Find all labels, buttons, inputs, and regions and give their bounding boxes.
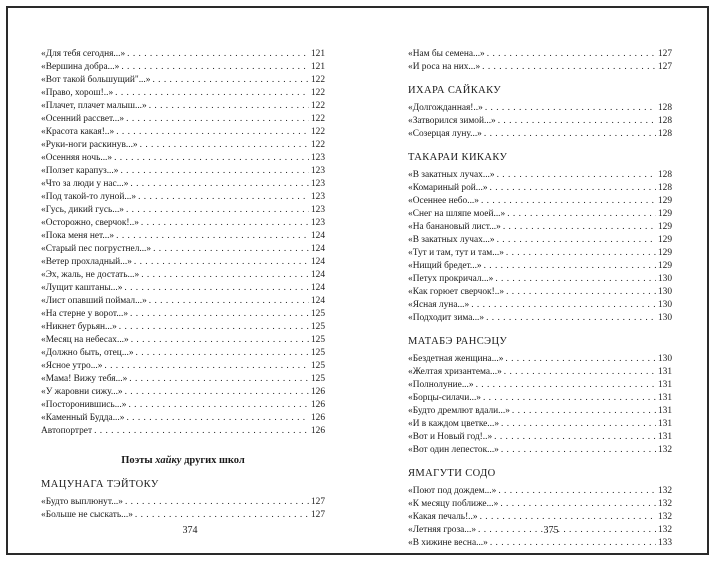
toc-entry <box>408 260 672 273</box>
entry-page: 125 <box>310 348 325 358</box>
entry-title: «Лист опавший поймал...» <box>41 296 147 306</box>
toc-entry <box>41 217 325 230</box>
dot-leader <box>503 221 656 234</box>
dot-leader <box>121 61 309 74</box>
toc-entry <box>41 282 325 295</box>
yamaguti-entries <box>408 485 672 550</box>
entry-title: «На банановый лист...» <box>408 222 501 232</box>
toc-entry <box>408 392 672 405</box>
dot-leader <box>483 392 656 405</box>
entry-title: «Вот такой большущий"...» <box>41 75 151 85</box>
entry-title: «Старый пес погрустнел...» <box>41 244 152 254</box>
toc-entry <box>408 485 672 498</box>
toc-entry <box>408 299 672 312</box>
entry-page: 129 <box>657 235 672 245</box>
entry-page: 130 <box>657 274 672 284</box>
dot-leader <box>116 126 309 139</box>
toc-entry <box>41 243 325 256</box>
entry-page: 127 <box>310 497 325 507</box>
matabe-entries <box>408 353 672 457</box>
entry-title: «К месяцу поближе...» <box>408 499 499 509</box>
dot-leader <box>140 139 309 152</box>
entry-title: «В хижине весна...» <box>408 538 488 548</box>
toc-entry <box>41 295 325 308</box>
entry-title: «Вершина добра...» <box>41 62 120 72</box>
entry-page: 127 <box>657 62 672 72</box>
entry-title: «Гусь, дикий гусь...» <box>41 205 124 215</box>
entry-title: «Петух прокричал...» <box>408 274 494 284</box>
entry-page: 129 <box>657 209 672 219</box>
dot-leader <box>501 444 656 457</box>
toc-entry <box>41 100 325 113</box>
dot-leader <box>149 295 309 308</box>
entry-page: 123 <box>310 192 325 202</box>
entry-title: «Борцы-силачи...» <box>408 393 481 403</box>
dot-leader <box>506 247 656 260</box>
toc-entry <box>41 204 325 217</box>
dot-leader <box>484 260 656 273</box>
toc-entry <box>408 221 672 234</box>
entry-title: «Лущит каштаны...» <box>41 283 123 293</box>
toc-entry <box>408 128 672 141</box>
toc-entry <box>41 191 325 204</box>
entry-page: 128 <box>657 129 672 139</box>
toc-entry <box>41 360 325 373</box>
entry-title: «Полнолуние...» <box>408 380 474 390</box>
dot-leader <box>486 312 656 325</box>
entry-title: «Ясное утро...» <box>41 361 103 371</box>
entry-page: 126 <box>310 413 325 423</box>
entry-page: 124 <box>310 270 325 280</box>
entry-page: 124 <box>310 231 325 241</box>
entry-title: «Снег на шляпе моей...» <box>408 209 506 219</box>
section-heading <box>41 454 325 468</box>
dot-leader <box>497 169 656 182</box>
entry-page: 126 <box>310 387 325 397</box>
poet-heading: ЯМАГУТИ СОДО <box>408 468 496 479</box>
entry-title: «Комариный рой...» <box>408 183 488 193</box>
dot-leader <box>126 113 309 126</box>
dot-leader <box>141 269 309 282</box>
entry-page: 129 <box>657 196 672 206</box>
toc-entry <box>41 425 325 438</box>
entry-title: «Больше не сыскать...» <box>41 510 133 520</box>
toc-entry <box>408 286 672 299</box>
left-entries <box>41 48 325 438</box>
toc-entry <box>41 334 325 347</box>
entry-page: 127 <box>657 49 672 59</box>
entry-page: 125 <box>310 361 325 371</box>
entry-title: «Каменный Будда...» <box>41 413 125 423</box>
entry-title: «Летняя гроза...» <box>408 525 477 535</box>
dot-leader <box>487 48 656 61</box>
entry-title: «И роса на них...» <box>408 62 481 72</box>
dot-leader <box>504 366 656 379</box>
entry-page: 130 <box>657 354 672 364</box>
entry-page: 131 <box>657 367 672 377</box>
toc-entry <box>408 247 672 260</box>
entry-title: «Мама! Вижу тебя...» <box>41 374 128 384</box>
dot-leader <box>153 243 309 256</box>
entry-page: 128 <box>657 116 672 126</box>
toc-entry <box>408 353 672 366</box>
entry-title: «Какая печаль!..» <box>408 512 478 522</box>
entry-page: 121 <box>310 49 325 59</box>
dot-leader <box>115 87 309 100</box>
toc-entry <box>408 312 672 325</box>
entry-title: «Осенний рассвет...» <box>41 114 125 124</box>
dot-leader <box>498 115 656 128</box>
dot-leader <box>125 386 309 399</box>
toc-entry <box>41 61 325 74</box>
poet1-entries <box>41 496 325 522</box>
entry-title: «Затворился зимой...» <box>408 116 496 126</box>
dot-leader <box>476 379 656 392</box>
ihara-entries <box>408 102 672 141</box>
entry-title: «Созерцая луну...» <box>408 129 482 139</box>
dot-leader <box>512 405 656 418</box>
toc-entry <box>408 102 672 115</box>
entry-title: «Ясная луна...» <box>408 300 470 310</box>
toc-entry <box>41 373 325 386</box>
dot-leader <box>127 48 309 61</box>
poet-heading: МАТАБЭ РАНСЭЦУ <box>408 336 508 347</box>
entry-page: 130 <box>657 300 672 310</box>
entry-page: 125 <box>310 309 325 319</box>
dot-leader <box>507 208 656 221</box>
entry-title: «У жаровни сижу...» <box>41 387 123 397</box>
entry-title: «Месяц на небесах...» <box>41 335 129 345</box>
entry-page: 132 <box>657 525 672 535</box>
entry-title: «Тут и там, тут и там...» <box>408 248 504 258</box>
toc-entry <box>408 366 672 379</box>
entry-page: 127 <box>310 510 325 520</box>
entry-page: 133 <box>657 538 672 548</box>
entry-title: «Под такой-то луной...» <box>41 192 137 202</box>
entry-page: 129 <box>657 261 672 271</box>
dot-leader <box>484 128 656 141</box>
toc-entry <box>41 48 325 61</box>
dot-leader <box>490 537 656 550</box>
dot-leader <box>104 360 309 373</box>
entry-title: «Плачет, плачет малыш...» <box>41 101 147 111</box>
entry-title: «Нищий бредет...» <box>408 261 482 271</box>
entry-title: «Что за люди у нас...» <box>41 179 129 189</box>
dot-leader <box>500 498 656 511</box>
section-italic: хайку <box>155 455 182 466</box>
entry-page: 132 <box>657 486 672 496</box>
entry-title: «Осеннее небо...» <box>408 196 479 206</box>
entry-page: 123 <box>310 205 325 215</box>
dot-leader <box>501 418 656 431</box>
entry-page: 131 <box>657 419 672 429</box>
entry-page: 132 <box>657 499 672 509</box>
dot-leader <box>506 286 656 299</box>
entry-page: 124 <box>310 244 325 254</box>
entry-page: 122 <box>310 88 325 98</box>
dot-leader <box>125 496 309 509</box>
dot-leader <box>497 234 656 247</box>
toc-entry <box>408 208 672 221</box>
entry-page: 128 <box>657 170 672 180</box>
toc-entry <box>408 418 672 431</box>
entry-title: «Должно быть, отец...» <box>41 348 134 358</box>
toc-entry <box>41 496 325 509</box>
entry-page: 132 <box>657 445 672 455</box>
toc-entry <box>408 48 672 61</box>
toc-entry <box>41 412 325 425</box>
dot-leader <box>119 321 309 334</box>
dot-leader <box>480 511 656 524</box>
entry-page: 122 <box>310 114 325 124</box>
entry-title: «На стерне у ворот...» <box>41 309 129 319</box>
section-suffix: других школ <box>181 455 245 466</box>
left-page <box>41 48 325 522</box>
dot-leader <box>482 61 656 74</box>
toc-entry <box>41 178 325 191</box>
entry-title: «Посторонившись...» <box>41 400 127 410</box>
entry-page: 125 <box>310 374 325 384</box>
poet-heading: МАЦУНАГА ТЭЙТОКУ <box>41 479 159 490</box>
entry-page: 122 <box>310 140 325 150</box>
entry-title: «Бездетная женщина...» <box>408 354 504 364</box>
toc-entry <box>408 61 672 74</box>
entry-page: 123 <box>310 218 325 228</box>
entry-title: «В закатных лучах...» <box>408 235 495 245</box>
entry-page: 123 <box>310 179 325 189</box>
dot-leader <box>114 152 309 165</box>
dot-leader <box>136 347 309 360</box>
toc-entry <box>408 537 672 550</box>
toc-entry <box>41 74 325 87</box>
entry-title: «Долгожданная!..» <box>408 103 483 113</box>
entry-page: 132 <box>657 512 672 522</box>
poet-heading: ИХАРА САЙКАКУ <box>408 85 502 96</box>
toc-entry <box>41 113 325 126</box>
dot-leader <box>129 373 309 386</box>
toc-entry <box>41 87 325 100</box>
entry-page: 129 <box>657 248 672 258</box>
toc-entry <box>408 511 672 524</box>
dot-leader <box>490 182 656 195</box>
entry-title: «Для тебя сегодня...» <box>41 49 126 59</box>
entry-page: 123 <box>310 166 325 176</box>
entry-title: «Нам бы семена...» <box>408 49 485 59</box>
entry-title: «Поют под дождем...» <box>408 486 497 496</box>
dot-leader <box>138 191 309 204</box>
takarai-entries <box>408 169 672 325</box>
toc-entry <box>41 347 325 360</box>
dot-leader <box>495 273 656 286</box>
dot-leader <box>481 195 656 208</box>
toc-entry <box>41 308 325 321</box>
dot-leader <box>505 353 656 366</box>
entry-title: «Вот и Новый год!..» <box>408 432 493 442</box>
entry-title: «Ветер прохладный...» <box>41 257 132 267</box>
entry-page: 131 <box>657 432 672 442</box>
toc-entry <box>408 195 672 208</box>
entry-page: 124 <box>310 257 325 267</box>
entry-page: 129 <box>657 222 672 232</box>
entry-page: 124 <box>310 296 325 306</box>
entry-page: 123 <box>310 153 325 163</box>
toc-entry <box>408 273 672 286</box>
toc-entry <box>408 169 672 182</box>
entry-page: 125 <box>310 322 325 332</box>
dot-leader <box>135 509 309 522</box>
entry-page: 128 <box>657 183 672 193</box>
dot-leader <box>120 165 309 178</box>
entry-title: Автопортрет <box>41 426 93 436</box>
toc-entry <box>41 152 325 165</box>
toc-entry <box>41 126 325 139</box>
dot-leader <box>128 399 309 412</box>
toc-entry <box>41 256 325 269</box>
entry-page: 122 <box>310 101 325 111</box>
toc-entry <box>41 399 325 412</box>
dot-leader <box>134 256 309 269</box>
dot-leader <box>126 204 309 217</box>
toc-entry <box>408 182 672 195</box>
entry-page: 121 <box>310 62 325 72</box>
entry-page: 126 <box>310 426 325 436</box>
entry-title: «Пока меня нет...» <box>41 231 115 241</box>
entry-title: «Осторожно, сверчок!..» <box>41 218 139 228</box>
entry-title: «Красота какая!..» <box>41 127 115 137</box>
dot-leader <box>152 74 309 87</box>
entry-title: «Руки-ноги раскинув...» <box>41 140 138 150</box>
right-top-entries <box>408 48 672 74</box>
dot-leader <box>130 178 309 191</box>
entry-page: 124 <box>310 283 325 293</box>
entry-title: «Право, хорош!..» <box>41 88 114 98</box>
entry-title: «Желтая хризантема...» <box>408 367 502 377</box>
poet-heading: ТАКАРАИ КИКАКУ <box>408 152 508 163</box>
entry-page: 131 <box>657 380 672 390</box>
entry-page: 126 <box>310 400 325 410</box>
dot-leader <box>131 334 309 347</box>
entry-title: «Вот один лепесток...» <box>408 445 499 455</box>
entry-page: 130 <box>657 313 672 323</box>
dot-leader <box>471 299 656 312</box>
entry-page: 122 <box>310 75 325 85</box>
entry-page: 131 <box>657 406 672 416</box>
dot-leader <box>498 485 656 498</box>
entry-title: «Осенняя ночь...» <box>41 153 113 163</box>
page-number-right: 375 <box>543 525 559 536</box>
dot-leader <box>130 308 309 321</box>
dot-leader <box>126 412 309 425</box>
toc-entry <box>408 115 672 128</box>
toc-entry <box>41 269 325 282</box>
toc-entry <box>408 234 672 247</box>
dot-leader <box>149 100 309 113</box>
toc-entry <box>41 139 325 152</box>
book-spread <box>6 6 709 555</box>
toc-entry <box>41 230 325 243</box>
entry-title: «Как горюет сверчок!..» <box>408 287 505 297</box>
toc-entry <box>408 444 672 457</box>
entry-title: «Никнет бурьян...» <box>41 322 117 332</box>
page-number-left: 374 <box>182 525 198 536</box>
dot-leader <box>124 282 309 295</box>
toc-entry <box>408 379 672 392</box>
dot-leader <box>494 431 656 444</box>
entry-page: 131 <box>657 393 672 403</box>
toc-entry <box>408 431 672 444</box>
dot-leader <box>94 425 309 438</box>
entry-title: «И в каждом цветке...» <box>408 419 500 429</box>
entry-title: «Будто дремлют вдали...» <box>408 406 510 416</box>
toc-entry <box>41 386 325 399</box>
entry-title: «Подходит зима...» <box>408 313 485 323</box>
dot-leader <box>141 217 309 230</box>
entry-page: 125 <box>310 335 325 345</box>
entry-page: 130 <box>657 287 672 297</box>
toc-entry <box>408 498 672 511</box>
entry-title: «Будто выплюнут...» <box>41 497 123 507</box>
entry-title: «В закатных лучах...» <box>408 170 495 180</box>
entry-title: «Ползет карапуз...» <box>41 166 119 176</box>
entry-title: «Эх, жаль, не достать...» <box>41 270 140 280</box>
toc-entry <box>408 405 672 418</box>
toc-entry <box>41 165 325 178</box>
section-prefix: Поэты <box>121 455 156 466</box>
entry-page: 122 <box>310 127 325 137</box>
entry-page: 128 <box>657 103 672 113</box>
dot-leader <box>116 230 309 243</box>
right-page <box>408 48 672 550</box>
toc-entry <box>41 509 325 522</box>
toc-entry <box>41 321 325 334</box>
dot-leader <box>485 102 656 115</box>
